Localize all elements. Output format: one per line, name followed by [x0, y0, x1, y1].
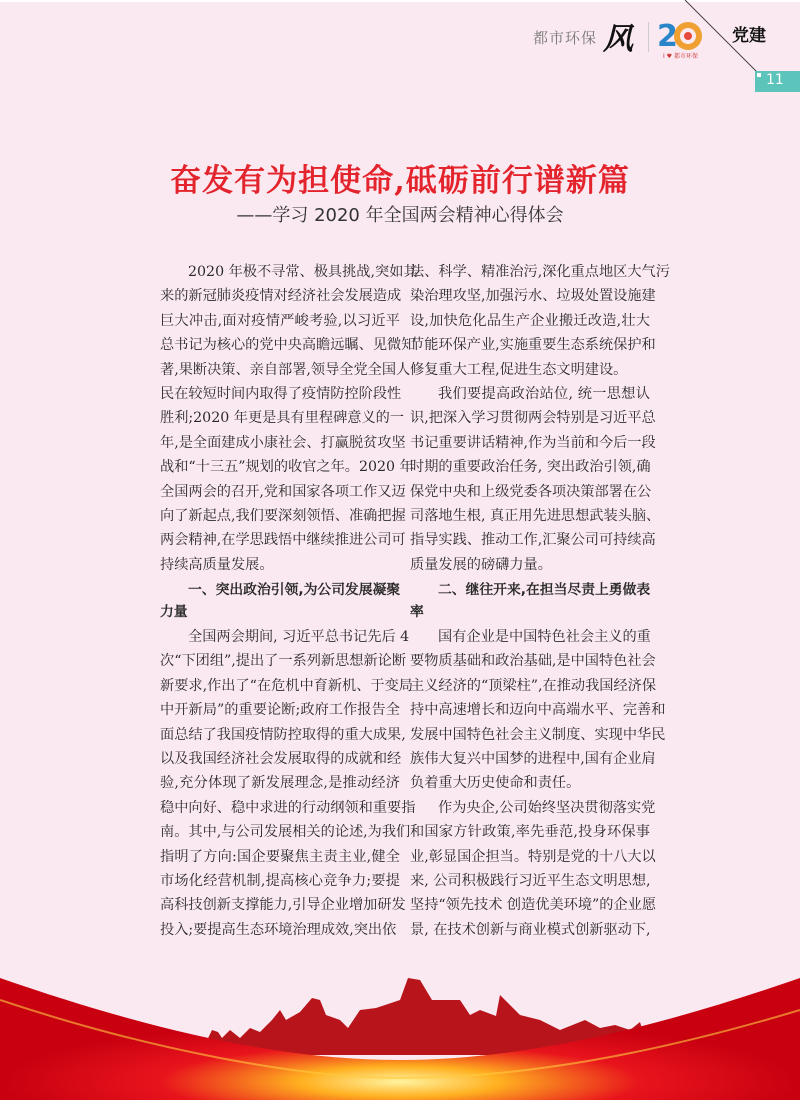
text-line: 作为央企,公司始终坚决贯彻落实党	[438, 799, 656, 816]
text-line: 坚持“领先技术 创造优美环境”的企业愿	[410, 897, 657, 914]
text-line: 次“下团组”,提出了一系列新思想新论断	[160, 653, 407, 670]
anniversary-20-logo	[655, 18, 705, 60]
text-line: 持续高质量发展。	[160, 556, 274, 573]
text-line: 负着重大历史使命和责任。	[410, 775, 581, 792]
section-label: 党建	[732, 26, 766, 46]
brand-calligraphy-logo: 风	[603, 22, 633, 57]
text-line: 二、继往开来,在担当尽责上勇做表	[438, 582, 651, 599]
text-line: 新要求,作出了“在危机中育新机、于变局	[160, 677, 413, 694]
logo-divider	[648, 22, 649, 52]
text-line: 面总结了我国疫情防控取得的重大成果,	[160, 726, 406, 743]
paragraph	[410, 382, 661, 577]
paragraph	[410, 625, 666, 796]
right-column	[410, 260, 670, 942]
footer-red-ribbon-skyline	[0, 960, 800, 1100]
text-line: 指明了方向:国企要聚焦主责主业,健全	[160, 848, 400, 865]
article-title: 奋发有为担使命,砥砺前行谱新篇	[170, 163, 630, 199]
text-line: 和国家方针政策,率先垂范,投身环保事	[410, 824, 650, 841]
paragraph	[410, 796, 657, 942]
text-line: 市场化经营机制,提高核心竞争力;要提	[160, 872, 400, 889]
text-line: 一、突出政治引领,为公司发展凝聚	[188, 582, 401, 599]
text-line: 总书记为核心的党中央高瞻远瞩、见微知	[160, 337, 416, 354]
paragraph	[410, 260, 670, 382]
text-line: 以及我国经济社会发展取得的成就和经	[160, 751, 402, 768]
text-line: 持中高速增长和迈向中高端水平、完善和	[410, 702, 666, 719]
text-line: 来, 公司积极践行习近平生态文明思想,	[410, 872, 651, 889]
text-line: 染治理攻坚,加强污水、垃圾处置设施建	[410, 288, 656, 305]
text-line: 节能环保产业,实施重要生态系统保护和	[410, 337, 656, 354]
text-line: 法、科学、精准治污,深化重点地区大气污	[410, 264, 670, 280]
svg-text:2: 2	[657, 19, 678, 54]
paragraph	[160, 260, 418, 577]
section-heading	[160, 577, 400, 625]
text-line: 来的新冠肺炎疫情对经济社会发展造成	[160, 288, 402, 305]
text-line: 国有企业是中国特色社会主义的重	[438, 629, 651, 646]
text-line: 时期的重要政治任务, 突出政治引领,确	[410, 459, 651, 476]
text-line: 族伟大复兴中国梦的进程中,国有企业肩	[410, 751, 656, 768]
text-line: 向了新起点,我们要深刻领悟、准确把握	[160, 507, 406, 524]
text-line: 业,彰显国企担当。特别是党的十八大以	[410, 848, 656, 865]
brand-name: 都市环保	[533, 29, 598, 47]
text-line: 两会精神,在学思践悟中继续推进公司可	[160, 532, 406, 549]
text-line: 战和“十三五”规划的收官之年。2020 年	[160, 459, 414, 476]
text-line: 主义经济的“顶梁柱”,在推动我国经济保	[410, 677, 657, 694]
text-line: 设,加快危化品生产企业搬迁改造,壮大	[410, 312, 650, 329]
text-line: 修复重大工程,促进生态文明建设。	[410, 361, 628, 378]
paragraph	[160, 625, 416, 942]
text-line: 率	[410, 604, 424, 621]
text-line: 2020 年极不寻常、极具挑战,突如其	[188, 264, 418, 280]
anniversary-tagline: I ♥ 都市环保	[663, 53, 698, 60]
text-line: 要物质基础和政治基础,是中国特色社会	[410, 653, 656, 670]
page-number: 11	[766, 72, 784, 88]
text-line: 年,是全面建成小康社会、打赢脱贫攻坚	[160, 434, 406, 451]
text-line: 中开新局”的重要论断;政府工作报告全	[160, 702, 400, 719]
text-line: 识,把深入学习贯彻两会特别是习近平总	[410, 410, 656, 427]
text-line: 保党中央和上级党委各项决策部署在公	[410, 483, 652, 500]
text-line: 发展中国特色社会主义制度、实现中华民	[410, 726, 666, 743]
text-line: 南。其中,与公司发展相关的论述,为我们	[160, 824, 411, 841]
text-line: 投入;要提高生态环境治理成效,突出依	[160, 921, 397, 938]
text-line: 全国两会的召开,党和国家各项工作又迈	[160, 483, 406, 500]
text-line: 稳中向好、稳中求进的行动纲领和重要指	[160, 799, 416, 816]
article-subtitle: ——学习 2020 年全国两会精神心得体会	[236, 205, 564, 226]
text-line: 司落地生根, 真正用先进思想武装头脑、	[410, 507, 661, 524]
text-line: 胜利;2020 年更是具有里程碑意义的一	[160, 410, 405, 427]
text-line: 我们要提高政治站位, 统一思想认	[438, 385, 650, 402]
text-line: 全国两会期间, 习近平总书记先后 4	[188, 629, 410, 646]
text-line: 验,充分体现了新发展理念,是推动经济	[160, 775, 400, 792]
text-line: 巨大冲击,面对疫情严峻考验,以习近平	[160, 312, 400, 329]
text-line: 力量	[160, 604, 188, 621]
text-line: 民在较短时间内取得了疫情防控阶段性	[160, 385, 402, 402]
text-line: 指导实践、推动工作,汇聚公司可持续高	[410, 532, 656, 549]
left-column	[160, 260, 418, 942]
page-number-tab	[755, 71, 800, 92]
section-heading	[410, 577, 650, 625]
text-line: 书记重要讲话精神,作为当前和今后一段	[410, 434, 656, 451]
text-line: 景, 在技术创新与商业模式创新驱动下,	[410, 921, 651, 938]
text-line: 著,果断决策、亲自部署,领导全党全国人	[160, 361, 411, 378]
text-line: 高科技创新支撑能力,引导企业增加研发	[160, 897, 406, 914]
text-line: 质量发展的磅礴力量。	[410, 556, 552, 573]
